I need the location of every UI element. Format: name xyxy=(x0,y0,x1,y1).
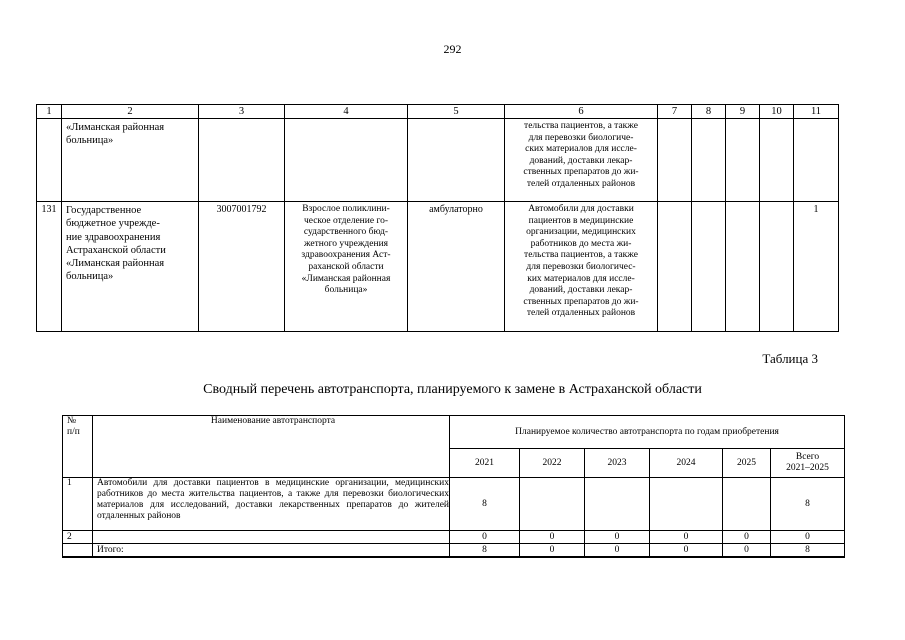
cell-line: Взрослое поликлини- xyxy=(302,204,390,214)
row-value: 0 xyxy=(723,531,771,544)
column-header-year: 2025 xyxy=(723,449,771,478)
cell-line: «Лиманская районная xyxy=(66,258,165,270)
cell-line: работников до места жи- xyxy=(530,238,632,249)
table-cell-c4 xyxy=(285,202,408,332)
row-name: Итого: xyxy=(93,544,450,558)
column-header-year: 2021 xyxy=(450,449,520,478)
row-value: 0 xyxy=(650,544,723,558)
row-value: 8 xyxy=(450,544,520,558)
column-header-year: 2023 xyxy=(585,449,650,478)
cell-line: организации, медицинских xyxy=(526,227,636,238)
column-header-9: 9 xyxy=(726,105,760,119)
row-value: 8 xyxy=(771,544,845,558)
cell-line: ственных препаратов до жи- xyxy=(523,296,639,307)
cell-line: больница» xyxy=(66,135,114,147)
table-cell-c8 xyxy=(692,202,726,332)
table-cell-c11 xyxy=(794,119,839,202)
column-header-group: Планируемое количество автотранспорта по годам приобретения xyxy=(450,416,845,449)
cell-line: ких материалов для иссле- xyxy=(527,273,635,284)
row-value: 0 xyxy=(723,544,771,558)
row-value: 8 xyxy=(771,478,845,531)
table-cell-c2 xyxy=(62,119,199,202)
cell-line: «Лиманская районная xyxy=(301,273,391,284)
row-value: 0 xyxy=(450,531,520,544)
cell-line: пациентов в медицинские xyxy=(528,215,634,226)
total-row xyxy=(63,544,845,558)
cell-line: бюджетное учрежде- xyxy=(66,218,160,230)
row-value: 8 xyxy=(450,478,520,531)
page-number: 292 xyxy=(443,42,462,56)
table-row xyxy=(63,531,845,544)
column-header-4: 4 xyxy=(285,105,408,119)
row-name: Автомобили для доставки пациентов в медицинские организации, медицинских работников до места жительства пациентов, а также для перевозки биологических материалов для исследований, доставки лекарственных препаратов до жителей отдаленных районов xyxy=(93,478,450,531)
cell-line: «Лиманская районная xyxy=(66,122,165,133)
cell-line: тельства пациентов, а также xyxy=(524,121,638,131)
column-header-6: 6 xyxy=(505,105,658,119)
cell-line: ние здравоохранения xyxy=(66,231,161,243)
cell-line: тельства пациентов, а также xyxy=(524,250,638,261)
cell-line: телей отдаленных районов xyxy=(526,308,636,319)
row-name xyxy=(93,531,450,544)
column-header-8: 8 xyxy=(692,105,726,119)
table-cell-c7 xyxy=(658,202,692,332)
vehicle-replacement-table xyxy=(62,415,845,558)
table-cell-c7 xyxy=(658,119,692,202)
cell-line: ственных препаратов до жи- xyxy=(523,167,639,178)
column-header-7: 7 xyxy=(658,105,692,119)
table-cell-c5 xyxy=(408,119,505,202)
cell-line: телей отдаленных районов xyxy=(526,178,636,189)
table-title: Сводный перечень автотранспорта, планируемого к замене в Астраханской области xyxy=(203,382,702,397)
table-row xyxy=(63,478,845,531)
cell-line: сударственного бюд- xyxy=(303,227,389,238)
table-row xyxy=(37,202,839,332)
table-cell-c3: 3007001792 xyxy=(199,202,285,332)
column-header-year: 2022 xyxy=(520,449,585,478)
cell-line: больница» xyxy=(324,285,368,296)
column-header-10: 10 xyxy=(760,105,794,119)
cell-line: ческое отделение го- xyxy=(303,215,389,226)
row-value xyxy=(520,478,585,531)
row-value: 0 xyxy=(520,544,585,558)
cell-line: раханской области xyxy=(308,261,384,272)
cell-line: жетного учреждения xyxy=(303,238,389,249)
table-cell-c9 xyxy=(726,119,760,202)
column-header-5: 5 xyxy=(408,105,505,119)
cell-line: ских материалов для иссле- xyxy=(525,144,637,155)
row-value: 0 xyxy=(520,531,585,544)
column-header-1: 1 xyxy=(37,105,62,119)
table-cell-c9 xyxy=(726,202,760,332)
column-header-name: Наименование автотранспорта xyxy=(93,416,450,478)
table-caption: Таблица 3 xyxy=(762,351,818,366)
table-cell-c6 xyxy=(505,119,658,202)
cell-line: здравоохранения Аст- xyxy=(301,250,391,261)
column-header-number: № п/п xyxy=(63,416,93,478)
cell-line: для перевозки биологиче- xyxy=(528,132,634,143)
table-header-row xyxy=(63,416,845,449)
cell-line: больница» xyxy=(66,271,114,283)
row-value: 0 xyxy=(585,531,650,544)
column-header-year: Всего 2021–2025 xyxy=(771,449,845,478)
row-number xyxy=(63,544,93,558)
table-row xyxy=(37,119,839,202)
cell-line: дований, доставки лекар- xyxy=(529,285,633,296)
row-value xyxy=(723,478,771,531)
column-header-3: 3 xyxy=(199,105,285,119)
row-value xyxy=(585,478,650,531)
row-number: 1 xyxy=(63,478,93,531)
row-value xyxy=(650,478,723,531)
table-cell-c1 xyxy=(37,119,62,202)
cell-line: Автомобили для доставки xyxy=(528,204,634,214)
column-header-2: 2 xyxy=(62,105,199,119)
column-header-11: 11 xyxy=(794,105,839,119)
table-header-row xyxy=(37,105,839,119)
cell-line: для перевозки биологичес- xyxy=(526,261,636,272)
column-header-year: 2024 xyxy=(650,449,723,478)
row-number: 2 xyxy=(63,531,93,544)
cell-line: дований, доставки лекар- xyxy=(529,155,633,166)
table-cell-c11: 1 xyxy=(794,202,839,332)
table-cell-c4 xyxy=(285,119,408,202)
table-cell-c5: амбулаторно xyxy=(408,202,505,332)
regional-institutions-table xyxy=(36,104,839,332)
row-value: 0 xyxy=(771,531,845,544)
table-cell-c10 xyxy=(760,119,794,202)
cell-line: Государственное xyxy=(66,205,142,216)
table-cell-c6 xyxy=(505,202,658,332)
row-value: 0 xyxy=(650,531,723,544)
table-cell-c1: 131 xyxy=(37,202,62,332)
table-cell-c3 xyxy=(199,119,285,202)
table-cell-c2 xyxy=(62,202,199,332)
cell-line: Астраханской области xyxy=(66,244,166,256)
row-value: 0 xyxy=(585,544,650,558)
table-cell-c8 xyxy=(692,119,726,202)
table-cell-c10 xyxy=(760,202,794,332)
